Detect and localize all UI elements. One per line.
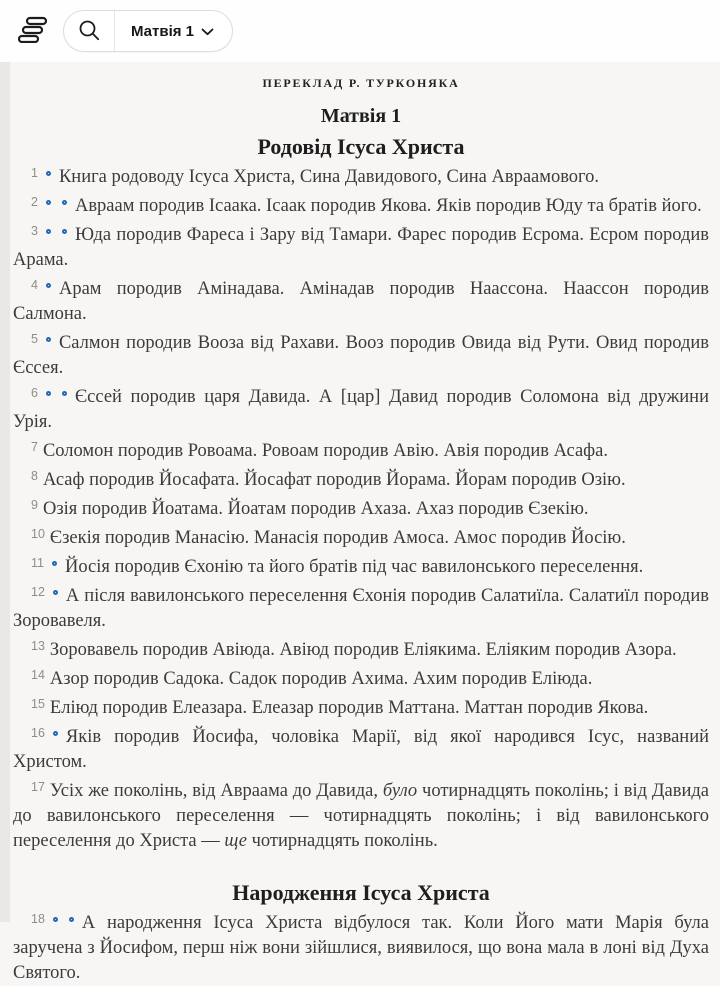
verse-text: Усіх же поколінь, від Авраама до Давида, bbox=[49, 781, 383, 801]
verse-text: Салмон породив Вооза від Рахави. Вооз породив Овида від Рути. Овид породив Єссея. bbox=[13, 333, 709, 378]
footnote-marker-icon[interactable] bbox=[46, 337, 51, 342]
top-bar bbox=[0, 0, 720, 62]
chapter-section bbox=[13, 879, 709, 986]
verse-16[interactable] bbox=[13, 721, 709, 775]
search-button[interactable] bbox=[64, 11, 114, 51]
verse-text: Зоровавель породив Авіюда. Авіюд породив Еліякима. Еліяким породив Азора. bbox=[49, 640, 677, 660]
verse-number: 8 bbox=[31, 469, 38, 483]
footnote-marker-icon[interactable] bbox=[62, 200, 67, 205]
reader-content bbox=[0, 76, 720, 986]
verse-number: 11 bbox=[31, 556, 44, 570]
verse-3[interactable] bbox=[13, 219, 709, 273]
verse-number: 2 bbox=[31, 195, 38, 209]
chapter-sections bbox=[13, 133, 709, 986]
verse-number: 14 bbox=[31, 668, 45, 682]
verse-number: 18 bbox=[31, 912, 45, 926]
footnote-marker-icon[interactable] bbox=[46, 200, 51, 205]
verse-text: А після вавилонського переселення Єхонія породив Салатиїла. Салатиїл породив Зоровавеля. bbox=[13, 586, 709, 631]
verse-10[interactable] bbox=[13, 522, 709, 551]
verse-text: Яків породив Йосифа, чоловіка Марії, від якої народився Ісус, названий Христом. bbox=[13, 727, 709, 772]
verse-number: 15 bbox=[31, 697, 45, 711]
verse-13[interactable] bbox=[13, 634, 709, 663]
footnote-marker-icon[interactable] bbox=[52, 561, 57, 566]
verse-number: 3 bbox=[31, 224, 38, 238]
verse-15[interactable] bbox=[13, 692, 709, 721]
reference-pill bbox=[63, 10, 233, 52]
verse-text: Асаф породив Йосафата. Йосафат породив Йорама. Йорам породив Озію. bbox=[42, 470, 626, 490]
footnote-marker-icon[interactable] bbox=[69, 917, 74, 922]
footnote-marker-icon[interactable] bbox=[53, 731, 58, 736]
verse-text: чотирнадцять поколінь. bbox=[246, 831, 438, 851]
verse-number: 16 bbox=[31, 726, 45, 740]
chevron-down-icon bbox=[201, 23, 214, 40]
verse-number: 9 bbox=[31, 498, 38, 512]
verse-number: 7 bbox=[31, 440, 38, 454]
verse-4[interactable] bbox=[13, 273, 709, 327]
verse-1[interactable] bbox=[13, 161, 709, 190]
verse-7[interactable] bbox=[13, 435, 709, 464]
verse-number: 13 bbox=[31, 639, 45, 653]
menu-button[interactable] bbox=[16, 14, 50, 48]
footnote-marker-icon[interactable] bbox=[46, 283, 51, 288]
list-menu-icon bbox=[18, 16, 48, 46]
chapter-title: Матвія 1 bbox=[320, 105, 402, 127]
section-heading: Родовід Ісуса Христа bbox=[257, 134, 465, 159]
verse-text: Соломон породив Ровоама. Ровоам породив Авію. Авія породив Асафа. bbox=[42, 441, 608, 461]
verse-9[interactable] bbox=[13, 493, 709, 522]
footnote-marker-icon[interactable] bbox=[46, 391, 51, 396]
translation-label: ПЕРЕКЛАД Р. ТУРКОНЯКА bbox=[262, 76, 460, 90]
verse-text: Йосія породив Єхонію та його братів під час вавилонського переселення. bbox=[64, 557, 644, 577]
verse-text: Озія породив Йоатама. Йоатам породив Ахаза. Ахаз породив Єзекію. bbox=[42, 499, 589, 519]
footnote-marker-icon[interactable] bbox=[62, 391, 67, 396]
verse-11[interactable] bbox=[13, 551, 709, 580]
section-heading: Народження Ісуса Христа bbox=[232, 880, 490, 905]
verse-5[interactable] bbox=[13, 327, 709, 381]
chapter-selector-button[interactable] bbox=[115, 11, 232, 51]
verse-text: Юда породив Фареса і Зару від Тамари. Фарес породив Есрома. Есром породив Арама. bbox=[13, 225, 709, 270]
verse-number: 17 bbox=[31, 780, 45, 794]
verse-text: ще bbox=[224, 831, 247, 851]
verse-text: Авраам породив Ісаака. Ісаак породив Якова. Яків породив Юду та братів його. bbox=[74, 196, 702, 216]
verse-text: Єзекія породив Манасію. Манасія породив Амоса. Амос породив Йосію. bbox=[49, 528, 626, 548]
verse-number: 10 bbox=[31, 527, 45, 541]
footnote-marker-icon[interactable] bbox=[53, 917, 58, 922]
verse-text: Арам породив Амінадава. Амінадав породив Наассона. Наассон породив Салмона. bbox=[13, 279, 709, 324]
verse-text: Азор породив Садока. Садок породив Ахима. Ахим породив Еліюда. bbox=[49, 669, 593, 689]
verse-8[interactable] bbox=[13, 464, 709, 493]
search-icon bbox=[77, 18, 101, 45]
footnote-marker-icon[interactable] bbox=[53, 590, 58, 595]
chapter-section bbox=[13, 133, 709, 854]
verse-number: 1 bbox=[31, 166, 38, 180]
verse-2[interactable] bbox=[13, 190, 709, 219]
verse-6[interactable] bbox=[13, 381, 709, 435]
verse-text: А народження Ісуса Христа відбулося так. Коли Його мати Марія була заручена з Йосифом, перш ніж вони зійшлися, виявилося, що вона мала в лоні від Духа Святого. bbox=[13, 913, 709, 983]
verse-12[interactable] bbox=[13, 580, 709, 634]
verse-text: було bbox=[382, 781, 418, 801]
verse-18[interactable] bbox=[13, 907, 709, 986]
verse-text: чотирнадцять поколінь; і від Давида до вавилонського переселення — чотирнадцять поколінь; і від вавилонського переселення до Христа — bbox=[13, 781, 709, 851]
verse-number: 4 bbox=[31, 278, 38, 292]
footnote-marker-icon[interactable] bbox=[62, 229, 67, 234]
verse-14[interactable] bbox=[13, 663, 709, 692]
verse-number: 12 bbox=[31, 585, 45, 599]
verse-number: 6 bbox=[31, 386, 38, 400]
verse-number: 5 bbox=[31, 332, 38, 346]
footnote-marker-icon[interactable] bbox=[46, 171, 51, 176]
verse-text: Еліюд породив Елеазара. Елеазар породив Маттана. Маттан породив Якова. bbox=[49, 698, 649, 718]
footnote-marker-icon[interactable] bbox=[46, 229, 51, 234]
verse-text: Єссей породив царя Давида. А [цар] Давид породив Соломона від дружини Урія. bbox=[13, 387, 709, 432]
chapter-selector-label: Матвія 1 bbox=[131, 22, 195, 40]
verse-text: Книга родоводу Ісуса Христа, Сина Давидового, Сина Авраамового. bbox=[58, 167, 600, 187]
verse-17[interactable] bbox=[13, 775, 709, 854]
